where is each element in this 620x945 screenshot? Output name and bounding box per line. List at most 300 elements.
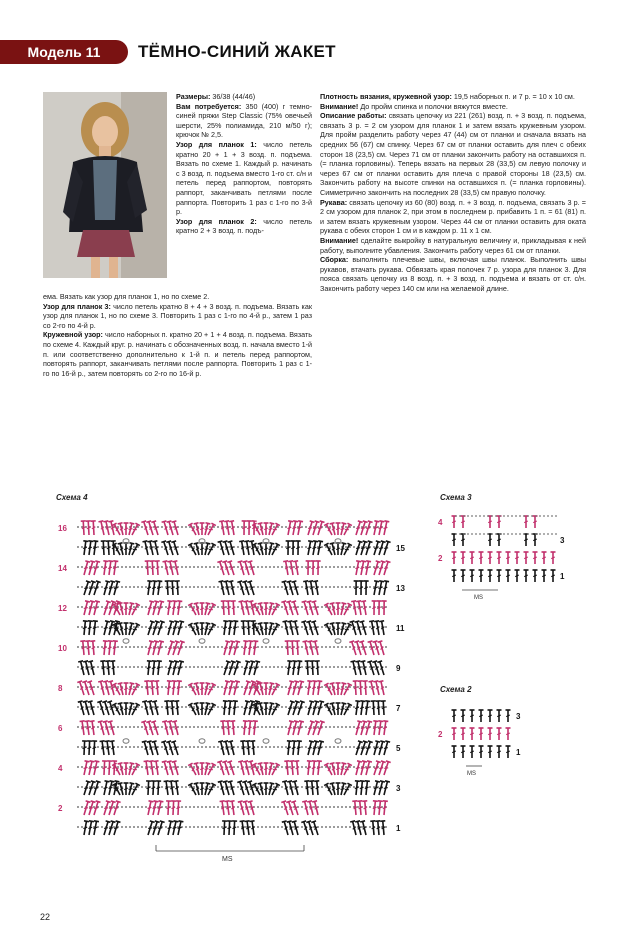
chain-stitch-symbol — [77, 786, 79, 788]
chain-stitch-symbol — [89, 666, 91, 668]
chain-stitch-symbol — [507, 533, 509, 535]
chain-stitch-symbol — [213, 806, 215, 808]
chain-stitch-symbol — [475, 515, 477, 517]
double-crochet-symbol — [497, 552, 502, 564]
chain-stitch-symbol — [245, 746, 247, 748]
chain-stitch-symbol — [345, 786, 347, 788]
chain-stitch-symbol — [305, 686, 307, 688]
chain-stitch-symbol — [285, 726, 287, 728]
chain-stitch-symbol — [201, 826, 203, 828]
double-crochet-symbol — [350, 821, 358, 836]
double-crochet-symbol — [296, 661, 303, 676]
chain-stitch-symbol — [277, 806, 279, 808]
double-crochet-symbol — [200, 523, 205, 535]
chain-stitch-symbol — [217, 606, 219, 608]
chain-stitch-symbol — [273, 766, 275, 768]
chain-stitch-symbol — [333, 586, 335, 588]
chain-stitch-symbol — [329, 586, 331, 588]
chain-stitch-symbol — [345, 806, 347, 808]
chain-stitch-symbol — [285, 526, 287, 528]
chain-stitch-symbol — [365, 766, 367, 768]
chain-stitch-symbol — [281, 626, 283, 628]
chain-stitch-symbol — [487, 533, 489, 535]
chain-stitch-symbol — [281, 726, 283, 728]
chain-stitch-symbol — [213, 826, 215, 828]
chain-stitch-symbol — [185, 546, 187, 548]
chain-stitch-symbol — [333, 806, 335, 808]
chain-stitch-symbol — [229, 746, 231, 748]
double-crochet-symbol — [286, 541, 291, 555]
chain-stitch-symbol — [77, 626, 79, 628]
paragraph: Плотность вязания, кружевной узор: 19,5 наборных п. и 7 р. = 10 х 10 см. — [320, 92, 575, 101]
chain-stitch-symbol — [273, 786, 275, 788]
chain-stitch-symbol — [113, 826, 115, 828]
double-crochet-symbol — [80, 641, 86, 655]
double-crochet-symbol — [488, 516, 493, 528]
double-crochet-symbol — [291, 521, 299, 536]
double-crochet-symbol — [82, 821, 89, 836]
double-crochet-symbol — [162, 721, 170, 736]
chain-stitch-symbol — [165, 806, 167, 808]
chain-stitch-symbol — [217, 726, 219, 728]
double-crochet-symbol — [100, 661, 106, 675]
chain-stitch-symbol — [77, 766, 79, 768]
chain-stitch-symbol — [321, 566, 323, 568]
chain-stitch-symbol — [237, 746, 239, 748]
chain-stitch-symbol — [495, 533, 497, 535]
double-crochet-symbol — [86, 521, 92, 535]
double-crochet-symbol — [80, 721, 87, 736]
double-crochet-symbol — [264, 523, 269, 535]
chain-stitch-symbol — [349, 566, 351, 568]
double-crochet-symbol — [479, 728, 484, 740]
chain-stitch-symbol — [329, 726, 331, 728]
double-crochet-symbol — [90, 721, 97, 736]
chain-stitch-symbol — [117, 706, 119, 708]
chain-stitch-symbol — [185, 646, 187, 648]
chain-stitch-symbol — [285, 546, 287, 548]
chain-stitch-symbol — [81, 586, 83, 588]
chain-stitch-symbol — [257, 566, 259, 568]
double-crochet-symbol — [370, 821, 376, 835]
chain-stitch-symbol — [273, 566, 275, 568]
chain-stitch-symbol — [281, 546, 283, 548]
chain-stitch-symbol — [329, 526, 331, 528]
double-crochet-symbol — [225, 801, 232, 816]
chain-stitch-symbol — [345, 586, 347, 588]
chain-stitch-symbol — [293, 786, 295, 788]
double-crochet-symbol — [83, 661, 91, 676]
chain-stitch-symbol — [225, 726, 227, 728]
chain-stitch-symbol — [101, 766, 103, 768]
chain-stitch-symbol — [273, 546, 275, 548]
double-crochet-symbol — [105, 741, 112, 756]
chain-stitch-symbol — [77, 686, 79, 688]
double-crochet-symbol — [171, 801, 177, 815]
double-crochet-symbol — [354, 701, 361, 716]
chain-stitch-symbol — [365, 526, 367, 528]
chain-stitch-symbol — [345, 666, 347, 668]
double-crochet-symbol — [296, 541, 301, 555]
double-crochet-symbol — [470, 710, 475, 722]
chain-stitch-symbol — [261, 746, 263, 748]
double-crochet-symbol — [354, 561, 362, 576]
chain-stitch-symbol — [555, 533, 557, 535]
double-crochet-symbol — [309, 781, 315, 795]
chain-stitch-symbol — [471, 533, 473, 535]
chain-stitch-symbol — [377, 726, 379, 728]
chain-stitch-symbol — [285, 666, 287, 668]
double-crochet-symbol — [156, 781, 162, 795]
double-crochet-symbol — [306, 681, 313, 696]
chain-stitch-symbol — [329, 806, 331, 808]
double-crochet-symbol — [264, 603, 269, 615]
chain-stitch-symbol — [197, 646, 199, 648]
double-crochet-symbol — [293, 621, 301, 636]
double-crochet-symbol — [230, 801, 237, 816]
chain-stitch-symbol — [181, 606, 183, 608]
chain-stitch-symbol — [337, 646, 339, 648]
double-crochet-symbol — [107, 781, 115, 796]
double-crochet-symbol — [124, 543, 129, 555]
double-crochet-symbol — [336, 603, 341, 615]
double-crochet-symbol — [232, 701, 238, 715]
chain-stitch-symbol — [523, 515, 525, 517]
double-crochet-symbol — [377, 721, 384, 736]
double-crochet-symbol — [461, 728, 466, 740]
double-crochet-symbol — [374, 621, 381, 636]
double-crochet-symbol — [336, 683, 341, 695]
chain-stitch-symbol — [193, 746, 195, 748]
chain-stitch-symbol — [141, 806, 143, 808]
chain-stitch-symbol — [237, 726, 239, 728]
chain-stitch-symbol — [277, 666, 279, 668]
instructions-text — [320, 92, 586, 293]
chain-stitch-symbol — [189, 806, 191, 808]
chain-stitch-symbol — [301, 626, 303, 628]
double-crochet-symbol — [98, 681, 106, 696]
double-crochet-symbol — [124, 603, 129, 615]
chain-stitch-symbol — [213, 566, 215, 568]
double-crochet-symbol — [124, 683, 129, 695]
chain-stitch-symbol — [141, 786, 143, 788]
chain-stitch-symbol — [217, 766, 219, 768]
chain-stitch-symbol — [337, 806, 339, 808]
double-crochet-symbol — [171, 681, 177, 695]
double-crochet-symbol — [533, 570, 538, 582]
chain-stitch-symbol — [165, 626, 167, 628]
double-crochet-symbol — [146, 581, 153, 596]
chain-stitch-symbol — [141, 766, 143, 768]
double-crochet-symbol — [149, 761, 156, 776]
chain-stitch-symbol — [309, 586, 311, 588]
chain-stitch-symbol — [221, 826, 223, 828]
chain-stitch-symbol — [117, 646, 119, 648]
chain-stitch-symbol — [361, 666, 363, 668]
double-crochet-symbol — [104, 521, 112, 536]
chain-stitch-symbol — [345, 826, 347, 828]
paragraph: Описание работы: связать цепочку из 221 (261) возд. п. + 3 возд. п. подъема, связать 3 р. = 2 см узором для планок 1 и затем вязать кружевным узором. Для пройм разделить работу через 47 (44) см от планки и сначала вязать на средних 56 (67) см спинку. Через 67 см от планки оставить для плеч с обеих сторон 18 (23,5) см. Через 71 см от планки закончить работу на оставшихся п. (= планка горловины). Теперь вязать на первых 28 (33,5) см левую полочку и через 67 см от планки оставить для плеча с правой стороны 18 (23,5) см. Закончить работу на высоте спинки на оставшихся п. (= планка горловины). Симметрично закончить на последних 28 (33,5) см правую полочку. — [320, 111, 586, 197]
double-crochet-symbol — [497, 516, 502, 528]
chain-stitch-symbol — [285, 646, 287, 648]
double-crochet-symbol — [240, 741, 246, 755]
double-crochet-symbol — [479, 552, 484, 564]
double-crochet-symbol — [542, 552, 547, 564]
chain-stitch-symbol — [89, 706, 91, 708]
chain-stitch-symbol — [97, 646, 99, 648]
chain-stitch-symbol — [249, 766, 251, 768]
double-crochet-symbol — [533, 552, 538, 564]
double-crochet-symbol — [226, 601, 232, 615]
chain-stitch-symbol — [137, 746, 139, 748]
chain-stitch-symbol — [117, 746, 119, 748]
chain-stitch-symbol — [165, 686, 167, 688]
chain-stitch-symbol — [495, 515, 497, 517]
double-crochet-symbol — [200, 623, 205, 635]
chain-stitch-symbol — [257, 746, 259, 748]
chain-stitch-symbol — [93, 806, 95, 808]
double-crochet-symbol — [359, 581, 364, 595]
chain-stitch-symbol — [313, 806, 315, 808]
double-crochet-symbol — [316, 541, 324, 556]
double-crochet-symbol — [264, 543, 269, 555]
chain-stitch-symbol — [165, 666, 167, 668]
double-crochet-symbol — [100, 741, 107, 756]
double-crochet-symbol — [148, 541, 156, 556]
picot-loop-symbol — [263, 639, 269, 644]
chain-stitch-symbol — [261, 666, 263, 668]
double-crochet-symbol — [369, 621, 376, 636]
chain-stitch-symbol — [165, 606, 167, 608]
chain-stitch-symbol — [133, 826, 135, 828]
chain-stitch-symbol — [551, 515, 553, 517]
chain-stitch-symbol — [197, 746, 199, 748]
chain-stitch-symbol — [337, 586, 339, 588]
chain-stitch-symbol — [345, 726, 347, 728]
double-crochet-symbol — [124, 703, 129, 715]
double-crochet-symbol — [291, 661, 298, 676]
double-crochet-symbol — [452, 552, 457, 564]
chain-stitch-symbol — [125, 746, 127, 748]
double-crochet-symbol — [250, 741, 256, 755]
chain-stitch-symbol — [81, 626, 83, 628]
chain-stitch-symbol — [377, 806, 379, 808]
double-crochet-symbol — [470, 552, 475, 564]
double-crochet-symbol — [497, 710, 502, 722]
chain-stitch-symbol — [273, 806, 275, 808]
chain-stitch-symbol — [269, 666, 271, 668]
row-number-label: 2 — [58, 804, 63, 813]
chain-stitch-symbol — [101, 546, 103, 548]
double-crochet-symbol — [102, 761, 108, 775]
chain-stitch-symbol — [141, 646, 143, 648]
row-number-label: 7 — [396, 704, 401, 713]
double-crochet-symbol — [461, 552, 466, 564]
double-crochet-symbol — [152, 701, 160, 716]
double-crochet-symbol — [248, 761, 256, 776]
double-crochet-symbol — [200, 603, 205, 615]
chain-stitch-symbol — [349, 826, 351, 828]
double-crochet-symbol — [296, 741, 302, 755]
double-crochet-symbol — [164, 781, 171, 796]
chain-stitch-symbol — [467, 533, 469, 535]
chain-stitch-symbol — [337, 826, 339, 828]
chain-stitch-symbol — [185, 686, 187, 688]
picot-loop-symbol — [263, 739, 269, 744]
chain-stitch-symbol — [317, 526, 319, 528]
double-crochet-symbol — [359, 561, 367, 576]
double-crochet-symbol — [227, 821, 233, 835]
double-crochet-symbol — [336, 783, 341, 795]
chain-stitch-symbol — [117, 666, 119, 668]
chain-stitch-symbol — [285, 706, 287, 708]
chain-stitch-symbol — [321, 646, 323, 648]
chain-stitch-symbol — [145, 806, 147, 808]
chain-stitch-symbol — [353, 706, 355, 708]
chain-stitch-symbol — [369, 586, 371, 588]
double-crochet-symbol — [311, 541, 319, 556]
double-crochet-symbol — [85, 641, 91, 655]
chain-stitch-symbol — [241, 726, 243, 728]
chain-stitch-symbol — [181, 706, 183, 708]
double-crochet-symbol — [232, 821, 238, 835]
double-crochet-symbol — [479, 710, 484, 722]
chain-stitch-symbol — [141, 606, 143, 608]
double-crochet-symbol — [313, 641, 321, 656]
chain-stitch-symbol — [353, 686, 355, 688]
chain-stitch-symbol — [349, 726, 351, 728]
chain-stitch-symbol — [277, 746, 279, 748]
chain-stitch-symbol — [217, 826, 219, 828]
chain-stitch-symbol — [157, 646, 159, 648]
chain-stitch-symbol — [217, 706, 219, 708]
chain-stitch-symbol — [101, 806, 103, 808]
double-crochet-symbol — [164, 701, 170, 715]
double-crochet-symbol — [110, 661, 116, 675]
model-photo — [43, 92, 167, 278]
double-crochet-symbol — [151, 661, 157, 675]
chain-stitch-symbol — [277, 566, 279, 568]
chain-stitch-symbol — [129, 566, 131, 568]
double-crochet-symbol — [306, 541, 314, 556]
double-crochet-symbol — [354, 781, 360, 795]
scheme-4-title: Схема 4 — [56, 493, 88, 502]
chain-stitch-symbol — [181, 586, 183, 588]
chain-stitch-symbol — [225, 806, 227, 808]
double-crochet-symbol — [224, 581, 232, 596]
double-crochet-symbol — [533, 534, 538, 546]
chain-stitch-symbol — [345, 646, 347, 648]
double-crochet-symbol — [151, 781, 157, 795]
chain-stitch-symbol — [305, 746, 307, 748]
chain-stitch-symbol — [93, 566, 95, 568]
double-crochet-symbol — [264, 783, 269, 795]
double-crochet-symbol — [82, 621, 88, 635]
chain-stitch-symbol — [129, 586, 131, 588]
chain-stitch-symbol — [527, 515, 529, 517]
chain-stitch-symbol — [77, 666, 79, 668]
chain-stitch-symbol — [117, 686, 119, 688]
double-crochet-symbol — [291, 541, 296, 555]
chain-stitch-symbol — [333, 746, 335, 748]
double-crochet-symbol — [154, 681, 160, 695]
chain-stitch-symbol — [141, 706, 143, 708]
scheme-2-title: Схема 2 — [440, 685, 472, 694]
chain-stitch-symbol — [535, 515, 537, 517]
chain-stitch-symbol — [257, 826, 259, 828]
double-crochet-symbol — [288, 621, 296, 636]
double-crochet-symbol — [360, 821, 368, 836]
double-crochet-symbol — [314, 781, 320, 795]
chain-stitch-symbol — [121, 746, 123, 748]
chain-stitch-symbol — [273, 746, 275, 748]
chain-stitch-symbol — [133, 706, 135, 708]
chain-stitch-symbol — [133, 646, 135, 648]
chain-stitch-symbol — [213, 666, 215, 668]
chain-stitch-symbol — [113, 586, 115, 588]
chain-stitch-symbol — [193, 606, 195, 608]
chain-stitch-symbol — [209, 806, 211, 808]
chain-stitch-symbol — [369, 606, 371, 608]
double-crochet-symbol — [307, 801, 315, 816]
double-crochet-symbol — [316, 761, 322, 775]
double-crochet-symbol — [377, 601, 382, 615]
chain-stitch-symbol — [297, 726, 299, 728]
double-crochet-symbol — [506, 710, 511, 722]
double-crochet-symbol — [144, 761, 151, 776]
double-crochet-symbol — [336, 543, 341, 555]
chain-stitch-symbol — [177, 646, 179, 648]
chain-stitch-symbol — [137, 726, 139, 728]
chain-stitch-symbol — [463, 515, 465, 517]
woman-in-jacket-image — [43, 92, 167, 278]
chain-stitch-symbol — [281, 686, 283, 688]
double-crochet-symbol — [506, 746, 511, 758]
chain-stitch-symbol — [301, 766, 303, 768]
chain-stitch-symbol — [125, 806, 127, 808]
chain-stitch-symbol — [241, 666, 243, 668]
chain-stitch-symbol — [185, 606, 187, 608]
chain-stitch-symbol — [161, 766, 163, 768]
chain-stitch-symbol — [133, 606, 135, 608]
chain-stitch-symbol — [77, 526, 79, 528]
paragraph: Внимание! сделайте выкройку в натуральную величину и, прикладывая к ней работу, выполните убавления. Закончить работу через 61 см от планки. — [320, 235, 586, 255]
chain-stitch-symbol — [325, 746, 327, 748]
picot-loop-symbol — [335, 739, 341, 744]
double-crochet-symbol — [92, 541, 99, 556]
chain-stitch-symbol — [313, 646, 315, 648]
chain-stitch-symbol — [535, 533, 537, 535]
double-crochet-symbol — [112, 561, 119, 576]
chain-stitch-symbol — [385, 626, 387, 628]
double-crochet-symbol — [497, 746, 502, 758]
chain-stitch-symbol — [369, 806, 371, 808]
chain-stitch-symbol — [341, 746, 343, 748]
double-crochet-symbol — [533, 516, 538, 528]
chain-stitch-symbol — [185, 586, 187, 588]
double-crochet-symbol — [169, 701, 175, 715]
chain-stitch-symbol — [337, 726, 339, 728]
double-crochet-symbol — [488, 534, 493, 546]
double-crochet-symbol — [461, 710, 466, 722]
chain-stitch-symbol — [297, 706, 299, 708]
double-crochet-symbol — [357, 801, 363, 815]
chain-stitch-symbol — [209, 706, 211, 708]
chain-stitch-symbol — [257, 626, 259, 628]
chain-stitch-symbol — [205, 586, 207, 588]
double-crochet-symbol — [358, 681, 364, 695]
chain-stitch-symbol — [109, 686, 111, 688]
